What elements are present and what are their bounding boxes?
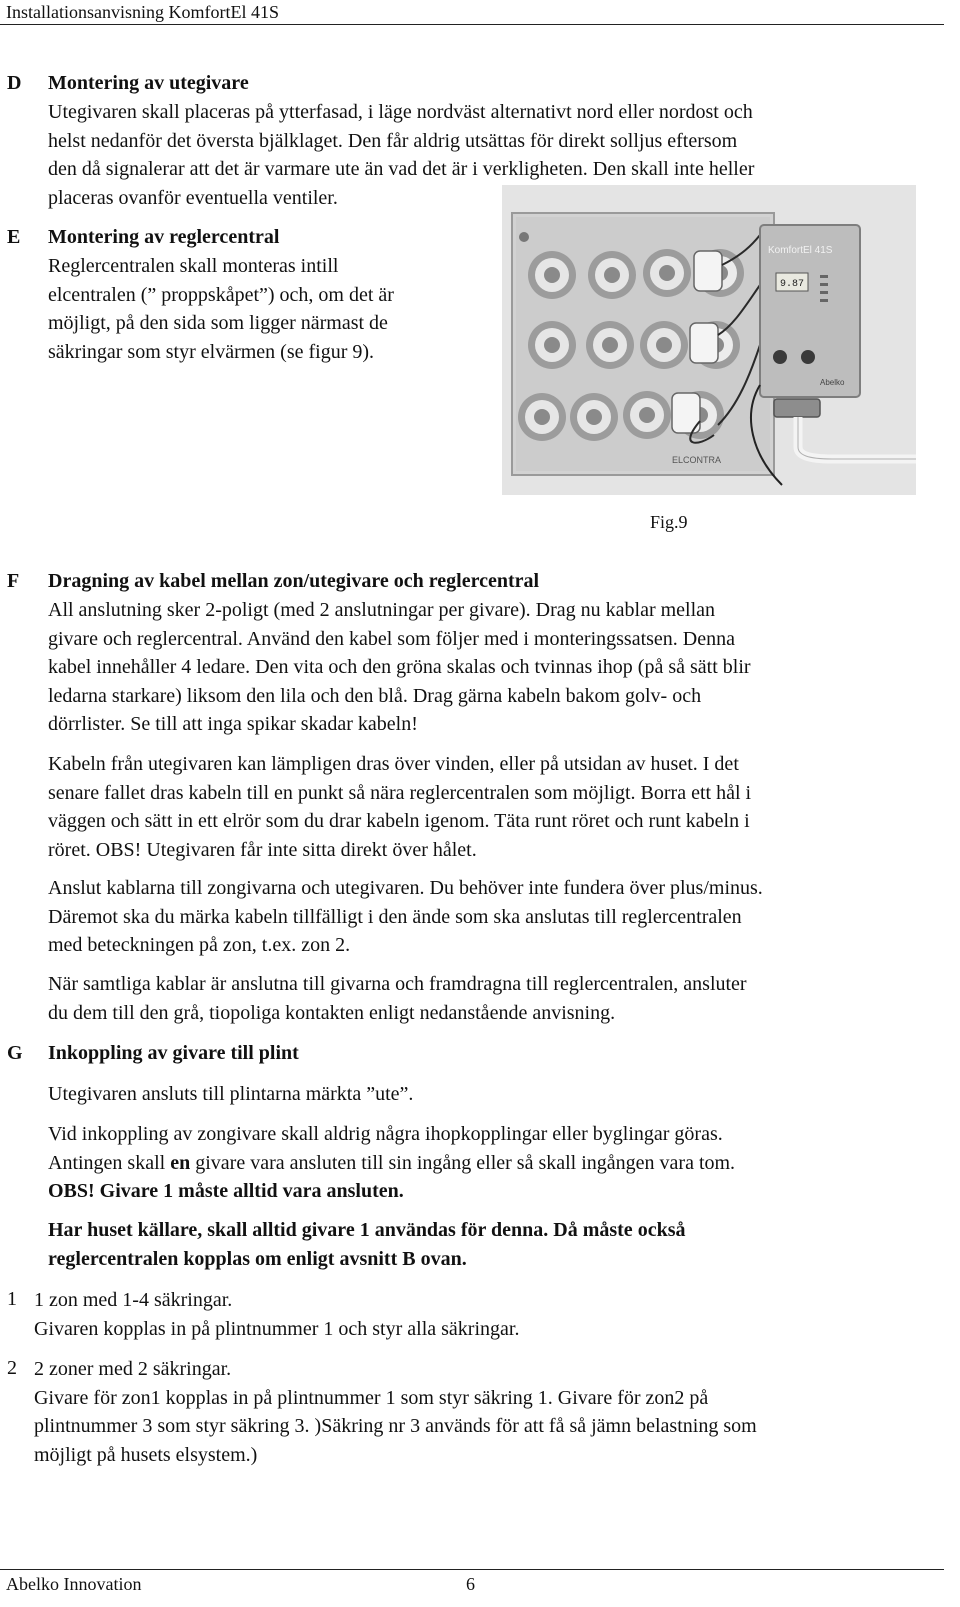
text-line: Givare för zon1 kopplas in på plintnummer 1 som styr säkring 1. Givare för zon2 på [34,1386,709,1409]
text-line: All anslutning sker 2-poligt (med 2 anslutningar per givare). Drag nu kablar mellan [48,599,716,621]
section-letter-e: E [7,226,21,248]
section-heading-f: Dragning av kabel mellan zon/utegivare och reglercentral [48,570,540,592]
controller-knob-icon [801,350,815,364]
text-line: med beteckningen på zon, t.ex. zon 2. [48,934,351,956]
fusebox-and-controller-illustration [502,185,916,495]
section-heading-d: Montering av utegivare [48,72,249,94]
section-letter-f: F [7,570,20,592]
text-line: Kabeln från utegivaren kan lämpligen dras över vinden, eller på utsidan av huset. I det [48,753,739,775]
text-line: möjligt på husets elsystem.) [34,1443,258,1466]
footer-company: Abelko Innovation [6,1574,142,1594]
text-line: ledarna starkare) liksom den lila och den blå. Drag gärna kabeln bakom golv- och [48,684,702,707]
display-reading: 9.87 [780,279,805,290]
text-line: du dem till den grå, tiopoliga kontakten enligt nedanstående anvisning. [48,1001,616,1024]
section-f-paragraph-1 [48,596,933,739]
page-number: 6 [466,1574,475,1594]
section-g-paragraph-3 [48,1216,933,1273]
controller-knob-icon [773,350,787,364]
connector-block [774,399,820,417]
text-line: reglercentralen kopplas om enligt avsnitt B ovan. [48,1247,467,1270]
text-line: Däremot ska du märka kabeln tillfälligt i den ände som ska anslutas till reglercentralen [48,905,742,928]
text-line: helst nedanför det översta bjälklaget. Den får aldrig utsättas för direkt solljus eftersom [48,129,738,152]
document-header-title: Installationsanvisning KomfortEl 41S [6,2,279,22]
text-line: möjligt, på den sida som ligger närmast de [48,312,388,334]
item-1-body [34,1286,934,1343]
item-number-1: 1 [7,1288,17,1310]
text-line: Givaren kopplas in på plintnummer 1 och styr alla säkringar. [34,1317,520,1340]
text-line [48,1149,933,1178]
section-heading-e: Montering av reglercentral [48,226,280,248]
text-line: dörrlister. Se till att inga spikar skadar kabeln! [48,713,418,735]
text-line: senare fallet dras kabeln till en punkt så nära reglercentralen som möjligt. Borra ett hål i [48,781,752,804]
footer-divider [0,1569,944,1570]
text-line: Vid inkoppling av zongivare skall aldrig några ihopkopplingar eller byglingar göras. [48,1123,723,1145]
text-line: röret. OBS! Utegivaren får inte sitta direkt över hålet. [48,838,477,861]
text-line: plintnummer 3 som styr säkring 3. )Säkring nr 3 används för att få så jämn belastning som [34,1415,757,1437]
text-line: Anslut kablarna till zongivarna och utegivaren. Du behöver inte fundera över plus/minus. [48,877,763,899]
section-g-paragraph-1: Utegivaren ansluts till plintarna märkta ”ute”. [48,1083,414,1105]
text-line: När samtliga kablar är anslutna till givarna och framdragna till reglercentralen, ansluter [48,973,747,995]
section-e-body [48,252,493,366]
text-line: säkringar som styr elvärmen (se figur 9). [48,340,375,363]
item-title: 1 zon med 1-4 säkringar. [34,1289,233,1311]
text-run: givare vara ansluten till sin ingång eller så skall ingången vara tom. [190,1151,736,1174]
section-f-paragraph-2 [48,750,933,864]
text-line: elcentralen (” proppskåpet”) och, om det är [48,283,394,306]
text-line: givare och reglercentral. Använd den kabel som följer med i monteringssatsen. Denna [48,627,735,650]
text-line: den då signalerar att det är varmare ute än vad det är i verkligheten. Den skall inte heller [48,158,755,180]
figure-9-photo [502,185,916,495]
section-heading-g: Inkoppling av givare till plint [48,1042,299,1064]
section-letter-d: D [7,72,22,94]
text-line: Har huset källare, skall alltid givare 1 användas för denna. Då måste också [48,1219,686,1241]
text-run: Antingen skall [48,1151,171,1174]
warning-line: OBS! Givare 1 måste alltid vara ansluten. [48,1180,404,1202]
section-letter-g: G [7,1042,23,1064]
text-line: kabel innehåller 4 ledare. Den vita och den gröna skalas och tvinnas ihop (på så sätt blir [48,656,751,678]
figure-caption: Fig.9 [650,512,688,532]
text-line: Utegivaren skall placeras på ytterfasad, i läge nordväst alternativt nord eller nordost och [48,101,753,123]
item-2-body [34,1355,934,1469]
item-number-2: 2 [7,1357,17,1379]
controller-brand-mark: Abelko [820,378,845,387]
text-line: Reglercentralen skall monteras intill [48,255,339,277]
emphasis-text: en [170,1151,191,1174]
section-f-paragraph-3 [48,874,933,960]
header-divider [0,24,944,25]
text-line: väggen och sätt in ett elrör som du drar kabeln igenom. Täta runt röret och runt kabeln i [48,810,750,832]
item-title: 2 zoner med 2 säkringar. [34,1358,232,1380]
section-f-paragraph-4 [48,970,933,1027]
section-g-paragraph-2 [48,1120,933,1206]
panel-brand-mark: ELCONTRA [672,455,722,465]
text-line: placeras ovanför eventuella ventiler. [48,186,338,209]
controller-label: KomfortEl 41S [768,245,833,256]
